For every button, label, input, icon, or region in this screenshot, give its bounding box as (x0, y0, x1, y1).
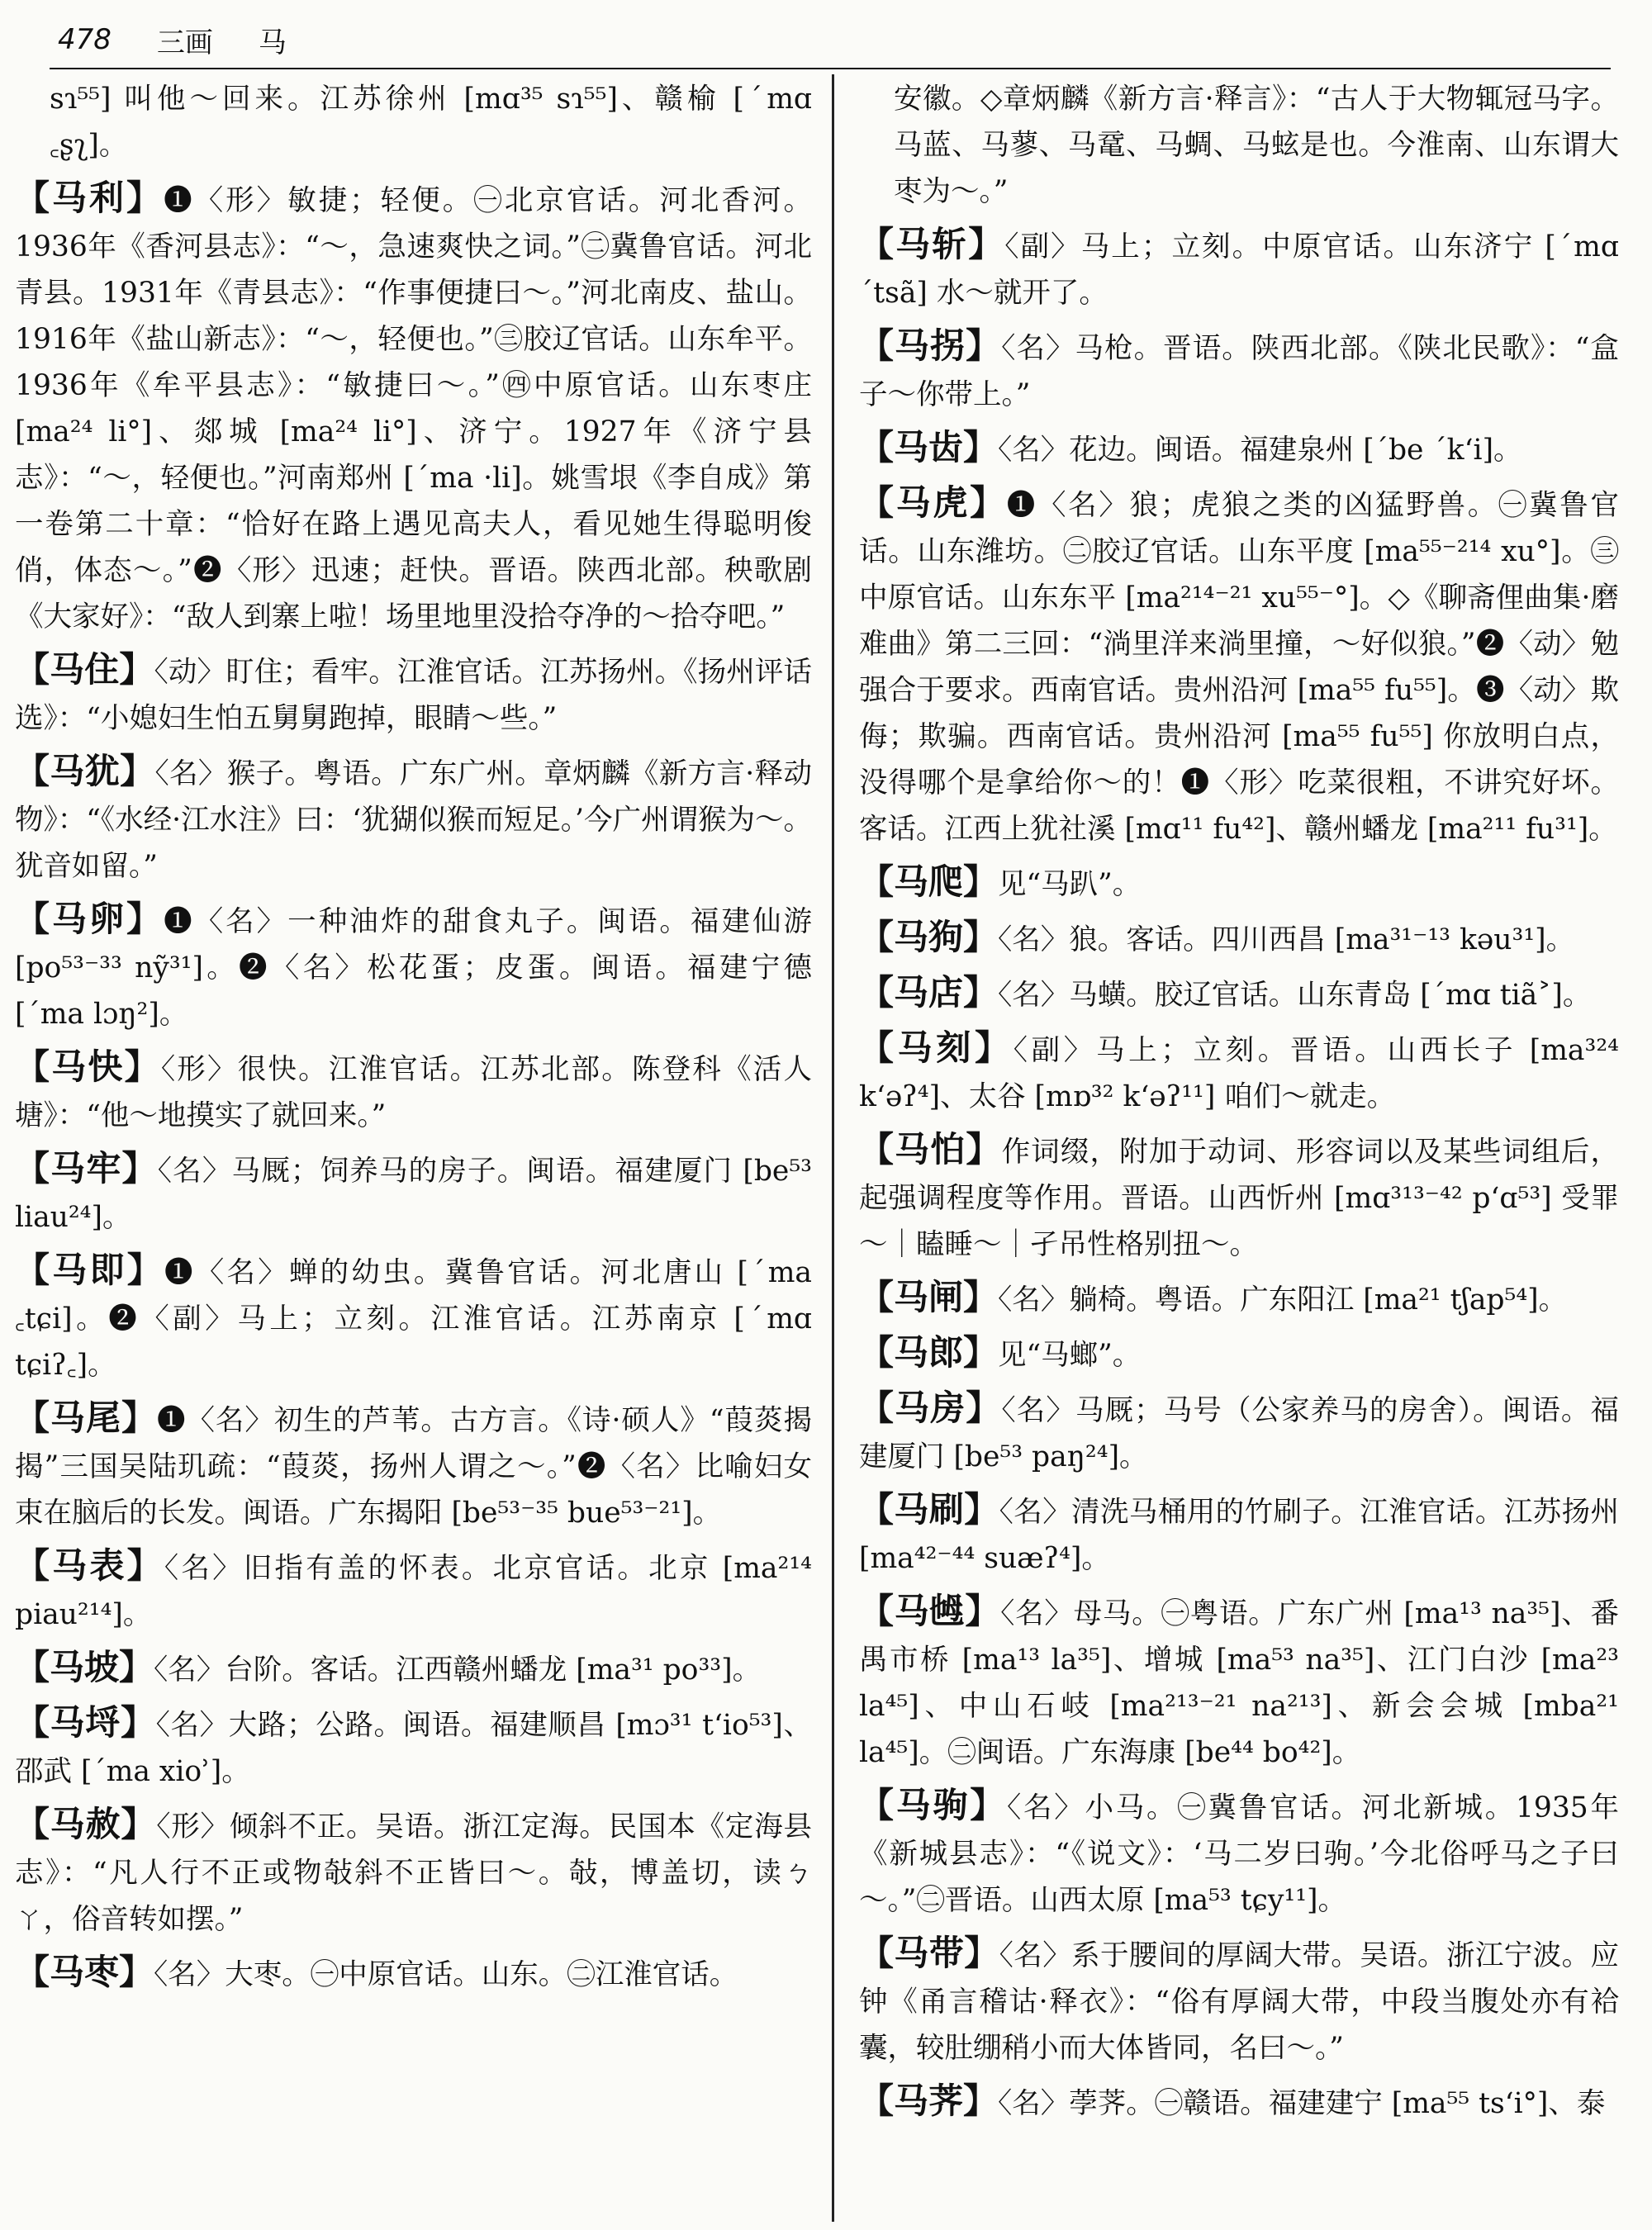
entry-definition: 〈名〉马枪。晋语。陕西北部。《陕北民歌》：“盒子～你带上。” (859, 332, 1619, 411)
entry-headword: 【马刷】 (859, 1489, 999, 1530)
dictionary-entry (15, 1543, 812, 1638)
dictionary-entry (15, 1146, 812, 1241)
entry-definition: 〈名〉大枣。㊀中原官话。山东。㊁江淮官话。 (154, 1958, 738, 1991)
entry-headword: 【马店】 (859, 972, 999, 1013)
dictionary-entry (859, 1588, 1619, 1776)
entry-definition: 〈名〉马厩；马号（公家养马的房舍）。闽语。福建厦门 [be⁵³ paŋ²⁴]。 (859, 1394, 1619, 1473)
entry-headword: 【马赦】 (15, 1804, 157, 1844)
dictionary-entry (15, 1044, 812, 1139)
entry-definition: 〈名〉小马。㊀冀鲁官话。河北新城。1935年《新城县志》：“《说文》：‘马二岁曰驹。’今北俗呼马之子曰～。”㊁晋语。山西太原 [ma⁵³ tɕy¹¹]。 (859, 1791, 1619, 1917)
entry-definition: 〈名〉台阶。客话。江西赣州蟠龙 [ma³¹ po³³]。 (154, 1654, 762, 1687)
entry-definition: 〈名〉旧指有盖的怀表。北京官话。北京 [ma²¹⁴ piau²¹⁴]。 (15, 1552, 812, 1631)
dictionary-entry (15, 1395, 812, 1536)
dictionary-entry (859, 425, 1619, 473)
entry-headword: 【马坡】 (15, 1647, 154, 1687)
entry-headword: 【马齿】 (859, 427, 999, 467)
entry-definition: 〈名〉花边。闽语。福建泉州 [ˊbe ˊkʻi]。 (998, 434, 1522, 467)
entry-definition: 〈形〉倾斜不正。吴语。浙江定海。民国本《定海县志》：“凡人行不正或物敧斜不正皆曰～。敧，博盖切，读ㄅㄚ，俗音转如摆。” (15, 1810, 812, 1936)
entry-headword: 【马快】 (15, 1046, 161, 1087)
entry-headword: 【马怕】 (859, 1129, 1002, 1170)
entry-headword: 【马牢】 (15, 1148, 158, 1189)
entry-definition: 〈名〉马厩；饲养马的房子。闽语。福建厦门 [be⁵³ liau²⁴]。 (15, 1155, 812, 1234)
entry-definition: 〈名〉系于腰间的厚阔大带。吴语。浙江宁波。应钟《甬言稽诂·释衣》：“俗有厚阔大带，中段当腹处亦有袷囊，较肚绷稍小而大体皆同，名曰～。” (859, 1939, 1619, 2065)
entry-headword: 【马虎】 (859, 482, 1007, 523)
dictionary-entry (859, 859, 1619, 908)
entry-definition: 〈名〉狼。客话。四川西昌 [ma³¹⁻¹³ kəu³¹]。 (998, 923, 1575, 956)
dictionary-entry (859, 914, 1619, 963)
left-continuation: sɿ⁵⁵] 叫他～回来。江苏徐州 [mɑ³⁵ sɿ⁵⁵]、赣榆 [ˊmɑ ꜀ʂʅ]。 (50, 83, 812, 162)
entry-definition: ❶〈名〉狼；虎狼之类的凶猛野兽。㊀冀鲁官话。山东潍坊。㊁胶辽官话。山东平度 [ma⁵⁵⁻²¹⁴ xu°]。㊂中原官话。山东东平 [ma²¹⁴⁻²¹ xu⁵⁵⁻°]。◇《聊斋俚曲集·磨难曲》第二三回：“淌里洋来淌里撞，～好似狼。”❷〈动〉勉强合于要求。西南官话。贵州沿河 [ma⁵⁵ fu⁵⁵]。❸〈动〉欺侮；欺骗。西南官话。贵州沿河 [ma⁵⁵ fu⁵⁵] 你放明白点，没得哪个是拿给你～的！❶〈形〉吃菜很粗，不讲究好坏。客话。江西上犹社溪 [mɑ¹¹ fu⁴²]、赣州蟠龙 [ma²¹¹ fu³¹]。 (859, 489, 1619, 846)
dictionary-entry (15, 1700, 812, 1795)
dictionary-entry (859, 1025, 1619, 1120)
entry-headword: 【马狗】 (859, 917, 999, 957)
entry-headword: 【马埒】 (15, 1702, 156, 1743)
dictionary-entry (859, 1330, 1619, 1378)
entry-headword: 【马犹】 (15, 751, 155, 791)
entry-definition: 〈名〉马蟥。胶辽官话。山东青岛 [ˊmɑ tiã˃]。 (998, 979, 1592, 1012)
entry-headword: 【马驹】 (859, 1785, 1007, 1825)
left-column (15, 76, 812, 2223)
entry-headword: 【马郎】 (859, 1332, 999, 1373)
entry-definition: 〈动〉盯住；看牢。江淮官话。江苏扬州。《扬州评话选》：“小媳妇生怕五舅舅跑掉，眼睛～些。” (15, 656, 812, 735)
dictionary-entry (859, 1930, 1619, 2071)
entry-headword: 【马斩】 (859, 224, 1005, 264)
entry-definition: 〈副〉马上；立刻。中原官话。山东济宁 [ˊmɑ ˊtsã] 水～就开了。 (859, 230, 1619, 310)
entry-definition: 见“马趴”。 (998, 868, 1142, 901)
entry-definition: ❶〈名〉初生的芦苇。古方言。《诗·硕人》“葭菼揭揭”三国吴陆玑疏：“葭菼，扬州人谓之～。”❷〈名〉比喻妇女束在脑后的长发。闽语。广东揭阳 [be⁵³⁻³⁵ bue⁵³⁻²¹]。 (15, 1404, 812, 1530)
dictionary-entry (15, 896, 812, 1037)
entry-headword: 【马利】 (15, 178, 164, 218)
entry-headword: 【马表】 (15, 1545, 164, 1586)
dictionary-entry (15, 1949, 812, 1998)
entry-definition: 〈名〉荸荠。㊀赣语。福建建宁 [ma⁵⁵ tsʻi°]、泰 (998, 2087, 1606, 2120)
entry-definition: ❶〈名〉一种油炸的甜食丸子。闽语。福建仙游 [po⁵³⁻³³ nỹ³¹]。❷〈名〉松花蛋；皮蛋。闽语。福建宁德 [ˊma lɔŋ²]。 (15, 905, 812, 1031)
dictionary-entry (15, 175, 812, 640)
dictionary-entry (15, 1644, 812, 1693)
page-number: 478 (58, 23, 112, 56)
entry-headword: 【马枣】 (15, 1952, 154, 1992)
dictionary-entry (859, 1274, 1619, 1323)
entry-definition: 见“马螂”。 (998, 1339, 1142, 1372)
entry-headword: 【马房】 (859, 1388, 1002, 1428)
entry-headword: 【马闸】 (859, 1277, 999, 1317)
right-continuation: 安徽。◇章炳麟《新方言·释言》：“古人于大物辄冠马字。马蓝、马蓼、马鼋、马蜩、马蚿是也。今淮南、山东谓大枣为～。” (894, 83, 1619, 208)
dictionary-entry (859, 1782, 1619, 1924)
entry-headword: 【马乸】 (859, 1591, 1001, 1631)
entry-headword: 【马荠】 (859, 2081, 999, 2121)
dictionary-entry (859, 1127, 1619, 1268)
section-label: 三画 (156, 26, 213, 59)
entry-definition: 〈形〉很快。江淮官话。江苏北部。陈登科《活人塘》：“他～地摸实了就回来。” (15, 1053, 812, 1132)
dictionary-entry (859, 323, 1619, 418)
entry-headword: 【马刻】 (859, 1027, 1014, 1068)
radical-label: 马 (258, 26, 287, 59)
column-divider (832, 74, 834, 2222)
dictionary-entry (859, 2078, 1619, 2127)
dictionary-entry (859, 1487, 1619, 1582)
entry-headword: 【马即】 (15, 1250, 164, 1290)
dictionary-entry (859, 480, 1619, 852)
entry-definition: 作词缀，附加于动词、形容词以及某些词组后，起强调程度等作用。晋语。山西忻州 [mɑ³¹³⁻⁴² pʻɑ⁵³] 受罪～｜瞌睡～｜孑吊性格别扭～。 (859, 1136, 1619, 1261)
entry-headword: 【马住】 (15, 649, 154, 690)
entry-definition: 〈名〉躺椅。粤语。广东阳江 [ma²¹ tʃap⁵⁴]。 (998, 1283, 1568, 1317)
entry-headword: 【马卵】 (15, 899, 164, 939)
entry-headword: 【马带】 (859, 1933, 999, 1973)
right-column (859, 76, 1619, 2223)
entry-definition: ❶〈名〉蝉的幼虫。冀鲁官话。河北唐山 [ˊma ꜀tɕi]。❷〈副〉马上；立刻。江淮官话。江苏南京 [ˊmɑ tɕiʔ꜀]。 (15, 1256, 812, 1382)
dictionary-entry (15, 1247, 812, 1388)
entry-definition: 〈副〉马上；立刻。晋语。山西长子 [ma³²⁴ kʻəʔ⁴]、太谷 [mɒ³² kʻəʔ¹¹] 咱们～就走。 (859, 1034, 1619, 1113)
dictionary-entry (859, 221, 1619, 316)
entry-definition: 〈名〉清洗马桶用的竹刷子。江淮官话。江苏扬州 [ma⁴²⁻⁴⁴ suæʔ⁴]。 (859, 1496, 1619, 1575)
entry-headword: 【马尾】 (15, 1397, 157, 1438)
dictionary-entry (15, 1801, 812, 1943)
entry-definition: ❶〈形〉敏捷；轻便。㊀北京官话。河北香河。1936年《香河县志》：“～，急速爽快之词。”㊁冀鲁官话。河北青县。1931年《青县志》：“作事便捷曰～。”河北南皮、盐山。1916年《盐山新志》：“～，轻便也。”㊂胶辽官话。山东牟平。1936年《牟平县志》：“敏捷曰～。”㊃中原官话。山东枣庄 [ma²⁴ li°]、郯城 [ma²⁴ li°]、济宁。1927年《济宁县志》：“～，轻便也。”河南郑州 [ˊma ·li]。姚雪垠《李自成》第一卷第二十章：“恰好在路上遇见高夫人，看见她生得聪明俊俏，体态～。”❷〈形〉迅速；赶快。晋语。陕西北部。秧歌剧《大家好》：“敌人到寨上啦！场里地里没拾夺净的～拾夺吧。” (15, 184, 812, 633)
dictionary-entry (15, 647, 812, 742)
dictionary-entry (859, 970, 1619, 1018)
entry-headword: 【马爬】 (859, 861, 999, 902)
entry-definition: 〈名〉母马。㊀粤语。广东广州 [ma¹³ na³⁵]、番禺市桥 [ma¹³ la³⁵]、增城 [ma⁵³ na³⁵]、江门白沙 [ma²³ la⁴⁵]、中山石岐 [ma²¹³⁻²¹ na²¹³]、新会会城 [mba²¹ la⁴⁵]。㊁闽语。广东海康 [be⁴⁴ bo⁴²]。 (859, 1597, 1619, 1769)
dictionary-entry (15, 748, 812, 890)
entry-definition: 〈名〉大路；公路。闽语。福建顺昌 [mɔ³¹ tʻio⁵³]、邵武 [ˊma xioʾ]。 (15, 1709, 812, 1788)
header-rule (50, 68, 1611, 69)
entry-headword: 【马拐】 (859, 325, 1002, 366)
dictionary-entry (859, 1385, 1619, 1480)
entry-definition: 〈名〉猴子。粤语。广东广州。章炳麟《新方言·释动物》：“《水经·江水注》曰：‘犹猢似猴而短足。’今广州谓猴为～。犹音如留。” (15, 757, 812, 883)
page-header (58, 15, 1611, 64)
